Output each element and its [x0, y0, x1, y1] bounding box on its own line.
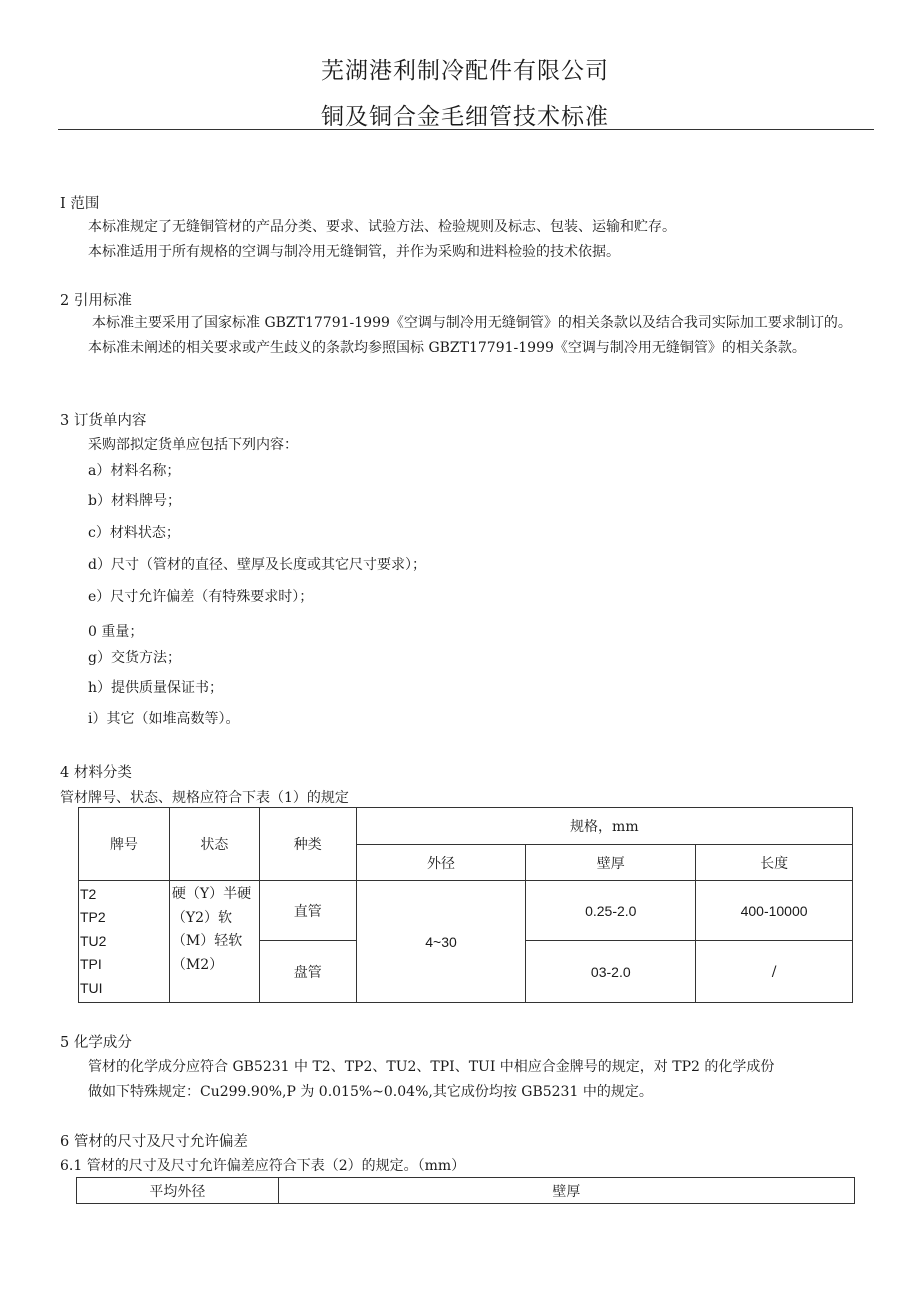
brand-item: T2 [80, 885, 97, 902]
brand-item: TP2 [80, 909, 106, 926]
table-1-length-straight: 400-10000 [696, 881, 853, 941]
table-1-header-length: 长度 [696, 845, 853, 881]
order-item: g）交货方法； [88, 650, 181, 666]
table-1-header-outer-diameter: 外径 [356, 845, 526, 881]
section-5-paragraph: 做如下特殊规定：Cu299.90%,P 为 0.015%~0.04%,其它成份均按 GB5231 中的规定。 [88, 1084, 653, 1100]
table-1-kind-coil: 盘管 [259, 941, 356, 1003]
table-1-header-state: 状态 [169, 808, 259, 881]
section-4-heading: 4 材料分类 [60, 765, 132, 781]
brand-item: TPI [80, 956, 102, 973]
order-item: d）尺寸（管材的直径、壁厚及长度或其它尺寸要求）； [88, 557, 426, 573]
table-1-states-cell: 硬（Y）半硬（Y2）软（M）轻软（M2） [169, 881, 259, 1003]
header-divider [58, 129, 874, 130]
order-item: a）材料名称； [88, 463, 181, 479]
table-1-header-kind: 种类 [259, 808, 356, 881]
section-3-heading: 3 订货单内容 [60, 413, 147, 429]
table-1-caption: 管材牌号、状态、规格应符合下表（1）的规定 [60, 790, 349, 806]
order-item: i）其它（如堆高数等）。 [88, 711, 240, 727]
table-1-length-coil: / [696, 941, 853, 1003]
order-item: c）材料状态； [88, 525, 180, 541]
brand-item: TUI [80, 979, 103, 996]
section-5-heading: 5 化学成分 [60, 1035, 132, 1051]
table-2-header-mean-od: 平均外径 [77, 1178, 279, 1204]
section-1-heading: I 范围 [60, 196, 100, 212]
order-item: h）提供质量保证书； [88, 680, 224, 696]
brand-item: TU2 [80, 932, 107, 949]
document-title: 铜及铜合金毛细管技术标准 [321, 104, 609, 130]
table-1-wall-coil: 03-2.0 [526, 941, 696, 1003]
section-1-paragraph: 本标准适用于所有规格的空调与制冷用无缝铜管，并作为采购和进料检验的技术依据。 [88, 244, 620, 260]
company-name: 芜湖港利制冷配件有限公司 [321, 58, 609, 84]
section-3-intro: 采购部拟定货单应包括下列内容： [88, 437, 298, 453]
table-1-outer-diameter-value: 4~30 [356, 881, 526, 1003]
order-item: b）材料牌号； [88, 493, 181, 509]
table-1-header-wall-thickness: 壁厚 [526, 845, 696, 881]
section-5-paragraph: 管材的化学成分应符合 GB5231 中 T2、TP2、TU2、TPI、TUI 中相应合金牌号的规定，对 TP2 的化学成份 [88, 1059, 775, 1075]
table-1 [78, 807, 853, 1003]
table-1-wall-straight: 0.25-2.0 [526, 881, 696, 941]
table-1-kind-straight: 直管 [259, 881, 356, 941]
table-1-brands-cell [79, 881, 170, 1003]
order-item: e）尺寸允许偏差（有特殊要求时）； [88, 589, 314, 605]
section-2-heading: 2 引用标准 [60, 293, 132, 309]
section-2-paragraph: 本标准主要采用了国家标准 GBZT17791-1999《空调与制冷用无缝铜管》的相关条款以及结合我司实际加工要求制订的。本标准未阐述的相关要求或产生歧义的条款均参照国标 GBZT17791-1999《空调与制冷用无缝铜管》的相关条款。 [88, 315, 852, 356]
table-1-header-brand: 牌号 [79, 808, 170, 881]
section-6-1-heading: 6.1 管材的尺寸及尺寸允许偏差应符合下表（2）的规定。（mm） [60, 1158, 466, 1174]
table-1-header-spec: 规格，mm [356, 808, 852, 845]
table-2 [76, 1177, 855, 1204]
section-6-heading: 6 管材的尺寸及尺寸允许偏差 [60, 1134, 248, 1150]
section-1-paragraph: 本标准规定了无缝铜管材的产品分类、要求、试验方法、检验规则及标志、包装、运输和贮存。 [88, 219, 676, 235]
order-item: 0 重量； [88, 624, 144, 640]
table-2-header-wall: 壁厚 [278, 1178, 854, 1204]
